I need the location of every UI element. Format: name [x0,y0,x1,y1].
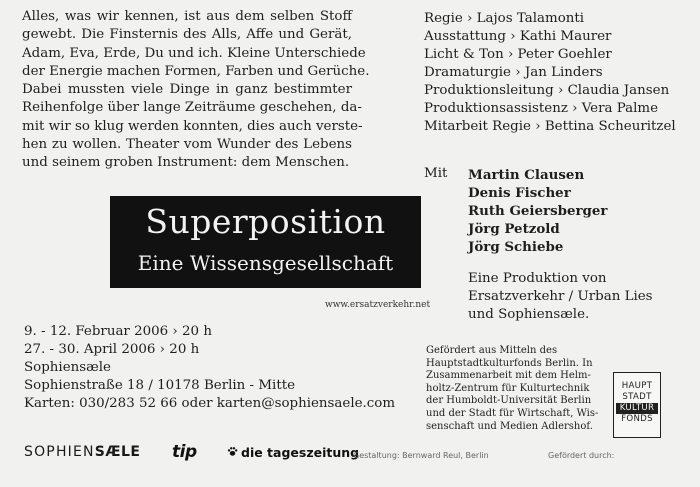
show-title: Superposition [145,202,386,241]
intro-line: Adam, Eva, Erde, Du und ich. Kleine Unterschiede [22,45,366,61]
production-line: Eine Produktion von [468,271,607,286]
intro-line: mit wir so klug werden konnten, dies auch verste- [22,118,363,134]
venue-name: Sophiensæle [24,360,111,375]
cast-name: Jörg Schiebe [468,239,564,255]
website-link[interactable]: www.ersatzverkehr.net [325,300,431,310]
date-line: 9. - 12. Februar 2006 › 20 h [24,324,212,339]
tip-logo: tip [172,442,197,462]
sophiensaele-logo-text: SOPHIEN [24,444,95,460]
credit-line: Ausstattung › Kathi Maurer [424,29,612,44]
production-note [468,270,653,324]
fonds-logo-word: FONDS [621,414,653,424]
funding-line: und der Stadt für Wirtschaft, Wis- [426,407,599,419]
credits-list [424,10,676,136]
intro-text [22,8,370,173]
funded-by-label: Gefördert durch: [548,451,615,460]
intro-line: Dabei mussten viele Dinge in ganz bestimmter [22,82,352,98]
intro-line: und seinem groben Instrument: dem Menschen. [22,155,350,171]
cast-list [468,166,607,256]
intro-line: Reihenfolge über lange Zeiträume geschehen, da- [22,100,362,116]
funding-line: Gefördert aus Mitteln des [426,345,558,356]
funding-line: Hauptstadtkulturfonds Berlin. In [426,357,593,369]
intro-line: der Energie machen Formen, Farben und Gerüche. [22,63,370,79]
credit-line: Dramaturgie › Jan Linders [424,65,603,80]
credit-line: Licht & Ton › Peter Goehler [424,47,612,62]
funding-note [426,345,598,433]
intro-line: hen zu wollen. Theater vom Wunder des Lebens [22,137,352,153]
production-line: und Sophiensæle. [468,307,590,322]
cast-name: Jörg Petzold [468,221,560,237]
design-credit: Gestaltung: Bernward Reul, Berlin [353,451,489,460]
credit-line: Produktionsleitung › Claudia Jansen [424,83,670,98]
credit-line: Mitarbeit Regie › Bettina Scheuritzel [424,119,676,134]
dates-venue [24,323,395,413]
cast-name: Denis Fischer [468,185,571,201]
production-line: Ersatzverkehr / Urban Lies [468,289,653,304]
cast-name: Martin Clausen [468,167,585,183]
fonds-logo-word: STADT [622,392,652,402]
fonds-logo-word: HAUPT [621,381,653,391]
intro-line: Alles, was wir kennen, ist aus dem selben Stoff [22,9,352,24]
fonds-logo-word: KULTUR [616,403,658,414]
cast-name: Ruth Geiersberger [468,203,608,219]
credit-line: Produktionsassistenz › Vera Palme [424,101,659,116]
ticket-info: Karten: 030/283 52 66 oder karten@sophiensaele.com [24,396,396,411]
show-subtitle: Eine Wissensgesellschaft [137,251,394,275]
funding-line: holtz-Zentrum für Kulturtechnik [426,382,590,394]
funding-line: Zusammenarbeit mit dem Helm- [426,370,591,382]
venue-address: Sophienstraße 18 / 10178 Berlin - Mitte [24,378,296,393]
title-banner [110,196,421,288]
intro-line: gewebt. Die Finsternis des Alls, Affe und Gerät, [22,27,352,43]
hauptstadtkulturfonds-logo [613,372,661,438]
sophiensaele-logo [24,444,141,460]
sophiensaele-logo-text-bold: SÆLE [94,444,141,460]
date-line: 27. - 30. April 2006 › 20 h [24,342,200,357]
credit-line: Regie › Lajos Talamonti [424,11,585,26]
funding-line: senschaft und Medien Adlershof. [426,420,593,432]
taz-logo-text: die tageszeitung [241,445,360,460]
funding-line: der Humboldt-Universität Berlin [426,395,592,407]
cast-label: Mit [424,166,448,181]
taz-logo [227,445,359,460]
paw-icon [227,445,238,460]
